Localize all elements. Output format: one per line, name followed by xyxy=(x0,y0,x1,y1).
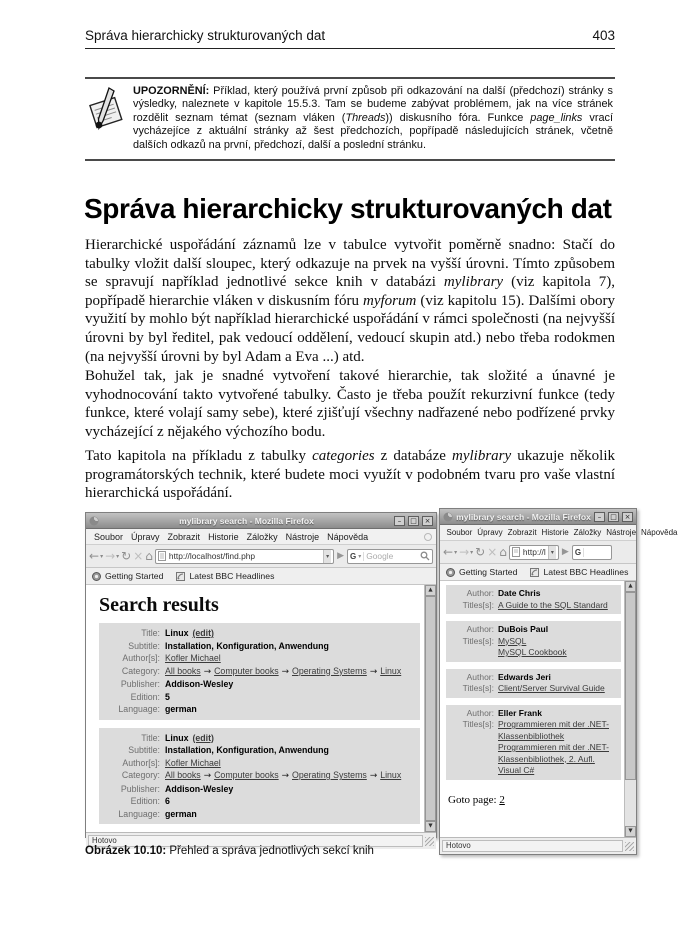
book-subtitle: Installation, Konfiguration, Anwendung xyxy=(165,745,329,755)
warning-box xyxy=(85,77,615,161)
getting-started-icon xyxy=(446,568,455,577)
page-title: Správa hierarchicky strukturovaných dat xyxy=(84,193,612,224)
home-button[interactable]: ⌂ xyxy=(499,545,507,559)
forward-button[interactable]: →▾ xyxy=(459,545,474,559)
scroll-up-icon[interactable]: ▲ xyxy=(425,585,436,596)
navigation-toolbar xyxy=(86,545,436,568)
maximize-button[interactable]: □ xyxy=(608,512,619,522)
text-run: )) diskusního fóra. Funkce xyxy=(385,111,531,124)
menu-item[interactable]: Soubor xyxy=(446,528,473,537)
goto-page: Goto page: 2 xyxy=(448,793,505,806)
url-bar[interactable] xyxy=(509,545,559,560)
running-head-title: Správa hierarchicky strukturovaných dat xyxy=(85,28,326,43)
forward-dropdown-icon[interactable]: ▾ xyxy=(116,553,120,560)
menu-item[interactable]: Nástroje xyxy=(606,528,637,537)
titlebar[interactable] xyxy=(86,513,436,529)
arrow-separator: → xyxy=(369,666,378,677)
book-publisher: Addison-Wesley xyxy=(165,679,234,689)
text-run: Threads xyxy=(345,111,386,124)
page-content xyxy=(86,585,436,832)
text-run: (viz kapitolu 15). Dalšími obory využití by mohlo být například hierarchické uspořádání v rámci společnosti (na nejvyšší úrovni by byl ředitel, pak vedoucí oddělení, vedoucí skupin atd.) nebo třeba rodokmen (na nejvyšší úrovni by byl Adam a Eva ...) atd. xyxy=(85,292,615,365)
paragraph-3 xyxy=(85,447,615,503)
menu-item[interactable]: Úpravy xyxy=(477,528,503,537)
field-label: Author[s]: xyxy=(122,653,160,663)
book-record xyxy=(99,728,420,825)
arrow-separator: → xyxy=(369,771,378,781)
arrow-separator: → xyxy=(203,771,212,781)
field-label: Language: xyxy=(118,808,160,819)
web-search-box[interactable] xyxy=(572,545,612,560)
note-pencil-icon xyxy=(88,87,124,133)
author-record xyxy=(446,621,621,662)
text-run: page_links xyxy=(530,111,583,124)
category-link[interactable]: Computer books xyxy=(214,770,279,780)
back-dropdown-icon[interactable]: ▾ xyxy=(100,553,104,560)
text-run: Příklad, který používá první způsob při odkazování na další (předchozí) stránky s výsledky, naleznete v kapitole 15.5.3. Tam se budeme zabývat problémem, jak na více stránek rozdělit seznam témat (seznam vláken ( xyxy=(133,85,613,124)
figure-caption xyxy=(85,845,374,857)
go-button[interactable]: ▶ xyxy=(337,551,344,561)
text-run: Hierarchické uspořádání záznamů lze v tabulce vytvořit poměrně snadno: Stačí do tabulky vložit další sloupec, který odkazuje na prvek na vyšší úrovni. Tímto způsobem se spravují například jednotlivé sekce knih v databázi xyxy=(85,237,615,291)
menu-item[interactable]: Zobrazit xyxy=(507,528,537,537)
book-title: Linux xyxy=(165,628,189,638)
title-link[interactable]: Programmieren mit der .NET-Klassenbibliothek, 2. Aufl. xyxy=(498,742,609,764)
search-engine-dropdown-icon[interactable]: ▾ xyxy=(358,552,362,560)
author-link[interactable]: Kofler Michael xyxy=(165,757,221,768)
book-publisher: Addison-Wesley xyxy=(165,783,234,794)
bookmark-bbc-headlines[interactable]: Latest BBC Headlines xyxy=(530,567,628,577)
book-subtitle: Installation, Konfiguration, Anwendung xyxy=(165,640,329,651)
scrollbar-thumb[interactable] xyxy=(625,592,636,780)
field-label: Author[s]: xyxy=(122,757,160,768)
firefox-icon xyxy=(89,516,99,526)
menu-item[interactable]: Nástroje xyxy=(285,531,320,542)
forward-dropdown-icon[interactable]: ▾ xyxy=(470,549,474,556)
edit-link[interactable]: (edit) xyxy=(192,628,214,638)
title-link[interactable]: A Guide to the SQL Standard xyxy=(498,599,608,610)
scrollbar-thumb[interactable] xyxy=(425,596,436,821)
menu-item[interactable]: Zobrazit xyxy=(167,531,201,542)
book-edition: 5 xyxy=(165,691,170,702)
status-text: Hotovo xyxy=(442,840,623,852)
menubar xyxy=(440,525,678,541)
go-button[interactable]: ▶ xyxy=(561,547,569,557)
field-label: Author: xyxy=(466,671,494,682)
back-dropdown-icon[interactable]: ▾ xyxy=(454,549,458,556)
field-label: Titles[s]: xyxy=(462,635,494,646)
status-bar xyxy=(440,837,636,854)
field-label: Edition: xyxy=(130,691,160,702)
bookmark-getting-started[interactable]: Getting Started xyxy=(92,571,163,581)
text-run: myforum xyxy=(363,292,417,309)
field-label: Author: xyxy=(466,588,494,598)
text-run: vrací vycházejíce z aktuální stránky až šest předchozích, popřípadě následujících stránek, včetně dalších odkazů na první, předchozí, další a poslední stránku. xyxy=(133,111,613,151)
browser-window-left xyxy=(85,512,437,845)
running-head xyxy=(85,28,615,49)
menu-item[interactable]: Nápověda xyxy=(327,531,369,542)
author-link[interactable]: Kofler Michael xyxy=(165,653,221,663)
field-label: Category: xyxy=(121,665,160,676)
field-label: Edition: xyxy=(130,796,160,806)
field-label: Publisher: xyxy=(120,783,160,794)
text-run: categories xyxy=(312,448,375,464)
field-label: Author: xyxy=(466,707,494,718)
category-link[interactable]: All books xyxy=(165,770,201,780)
menu-item[interactable]: Záložky xyxy=(573,528,602,537)
page-content xyxy=(440,581,636,837)
category-link[interactable]: Computer books xyxy=(214,665,279,676)
author-name: DuBois Paul xyxy=(498,624,549,634)
scroll-down-icon[interactable]: ▼ xyxy=(425,821,436,832)
scrollbar[interactable] xyxy=(424,585,436,832)
menu-item[interactable]: Soubor xyxy=(94,531,124,542)
minimize-button[interactable]: – xyxy=(394,516,405,526)
category-link[interactable]: Operating Systems xyxy=(292,665,367,676)
scroll-down-icon[interactable]: ▼ xyxy=(625,826,636,837)
titlebar[interactable] xyxy=(440,509,636,525)
figure-screenshots xyxy=(85,508,678,860)
web-search-box[interactable] xyxy=(347,549,433,564)
close-button[interactable]: × xyxy=(622,512,633,522)
text-run: Tato kapitola na příkladu z tabulky xyxy=(85,448,313,464)
getting-started-icon xyxy=(92,572,101,581)
throbber-icon xyxy=(424,533,432,541)
book-language: german xyxy=(165,808,197,819)
search-input[interactable]: Google xyxy=(366,551,394,561)
field-label: Titles[s]: xyxy=(462,719,494,729)
menu-item[interactable]: Nápověda xyxy=(641,528,678,537)
field-label: Publisher: xyxy=(120,679,160,689)
url-text[interactable]: http://l xyxy=(522,547,546,557)
arrow-separator: → xyxy=(281,771,289,781)
paragraph-1 xyxy=(85,236,615,366)
author-name: Edwards Jeri xyxy=(498,671,551,682)
minimize-button[interactable]: – xyxy=(594,512,605,522)
url-text[interactable]: http://localhost/find.php xyxy=(168,551,256,561)
author-name: Eller Frank xyxy=(498,707,542,718)
forward-button[interactable]: →▾ xyxy=(105,549,120,563)
category-link[interactable]: All books xyxy=(165,665,201,676)
back-button[interactable]: ←▾ xyxy=(443,545,458,559)
arrow-separator: → xyxy=(203,666,212,677)
home-button[interactable]: ⌂ xyxy=(145,549,153,563)
field-label: Language: xyxy=(118,704,160,714)
author-record xyxy=(446,669,621,698)
text-run: mylibrary xyxy=(443,274,504,291)
book-title: Linux xyxy=(165,732,189,743)
bookmark-getting-started[interactable]: Getting Started xyxy=(446,567,517,577)
resize-grip[interactable] xyxy=(425,837,434,846)
maximize-button[interactable]: □ xyxy=(408,516,419,526)
author-record xyxy=(446,705,621,780)
text-run: (viz kapitola 7), popřípadě hierarchie vláken v diskusním fóru xyxy=(85,274,615,309)
scrollbar[interactable] xyxy=(624,581,636,837)
warning-text xyxy=(133,85,613,152)
field-label: Subtitle: xyxy=(128,745,160,755)
field-label: Titles[s]: xyxy=(462,683,494,693)
bookmark-bbc-headlines[interactable]: Latest BBC Headlines xyxy=(176,571,274,581)
category-link[interactable]: Linux xyxy=(380,665,402,676)
warning-label: UPOZORNĚNÍ: xyxy=(133,85,210,97)
url-bar[interactable] xyxy=(155,549,334,564)
text-run: mylibrary xyxy=(452,448,512,464)
text-run: z databáze xyxy=(374,448,452,464)
field-label: Title: xyxy=(141,732,160,743)
url-dropdown-icon[interactable]: ▾ xyxy=(323,550,331,563)
author-name: Date Chris xyxy=(498,588,541,598)
title-link[interactable]: Client/Server Survival Guide xyxy=(498,683,605,693)
live-feed-icon xyxy=(176,572,185,581)
field-label: Author: xyxy=(466,624,494,634)
navigation-toolbar xyxy=(440,541,636,564)
title-link[interactable]: MySQL xyxy=(498,635,527,646)
google-icon: G xyxy=(574,547,582,557)
live-feed-icon xyxy=(530,568,539,577)
page-icon xyxy=(512,547,520,557)
arrow-separator: → xyxy=(281,666,289,677)
close-button[interactable]: × xyxy=(422,516,433,526)
resize-grip[interactable] xyxy=(625,842,634,851)
field-label: Category: xyxy=(121,770,160,780)
google-icon: G xyxy=(350,551,357,561)
paragraph-2: Bohužel tak, jak je snadné vytvoření takové hierarchie, tak složité a únavné je vyhodnocování takto vytvořené tabulky. Často je třeba použít rekurzivní funkce (tedy funkce, které volají samy sebe), které zjišťují všechny nadřazené nebo podřízené prvky vycházející z nějakého výchozího bodu. xyxy=(85,368,615,440)
stop-button[interactable]: × xyxy=(487,545,498,559)
field-label: Titles[s]: xyxy=(462,599,494,610)
stop-button[interactable]: × xyxy=(133,549,144,563)
book-record xyxy=(99,623,420,720)
title-link[interactable]: Programmieren mit der .NET-Klassenbibliothek xyxy=(498,719,609,741)
search-icon[interactable] xyxy=(420,551,430,561)
refresh-button[interactable]: ↻ xyxy=(475,545,486,559)
search-results-heading: Search results xyxy=(99,594,219,616)
category-link[interactable]: Linux xyxy=(380,770,402,780)
field-label: Subtitle: xyxy=(128,640,160,651)
title-link[interactable]: Visual C# xyxy=(498,765,535,775)
menu-item[interactable]: Historie xyxy=(541,528,569,537)
menu-item[interactable]: Úpravy xyxy=(131,531,160,542)
url-dropdown-icon[interactable]: ▾ xyxy=(548,546,556,559)
back-button[interactable]: ←▾ xyxy=(89,549,104,563)
window-title: mylibrary search - Mozilla Firefox xyxy=(179,515,314,526)
status-text: Hotovo xyxy=(88,835,423,847)
book-language: german xyxy=(165,704,197,714)
firefox-icon xyxy=(443,512,453,522)
book-edition: 6 xyxy=(165,796,170,806)
category-link[interactable]: Operating Systems xyxy=(292,770,367,780)
caption-text: Přehled a správa jednotlivých sekcí knih xyxy=(166,845,374,857)
window-title: mylibrary search - Mozilla Firefox xyxy=(456,511,591,522)
page-number: 403 xyxy=(592,28,615,43)
title-link[interactable]: MySQL Cookbook xyxy=(498,647,567,657)
bookmarks-bar xyxy=(86,568,436,585)
menubar xyxy=(86,529,436,545)
bookmarks-bar xyxy=(440,564,636,581)
field-label: Title: xyxy=(141,628,160,638)
scroll-up-icon[interactable]: ▲ xyxy=(625,581,636,592)
author-record xyxy=(446,585,621,614)
text-run: ukazuje několik programátorských technik, které budete moci využít v podobném tvaru pro vaše vlastní hierarchická uspořádání. xyxy=(85,448,615,502)
page-link[interactable]: 2 xyxy=(499,793,505,806)
browser-window-right xyxy=(439,508,678,855)
refresh-button[interactable]: ↻ xyxy=(121,549,132,563)
edit-link[interactable]: (edit) xyxy=(192,732,214,743)
menu-item[interactable]: Historie xyxy=(208,531,239,542)
menu-item[interactable]: Záložky xyxy=(246,531,278,542)
caption-number: Obrázek 10.10: xyxy=(85,845,167,857)
page-icon xyxy=(158,551,166,561)
